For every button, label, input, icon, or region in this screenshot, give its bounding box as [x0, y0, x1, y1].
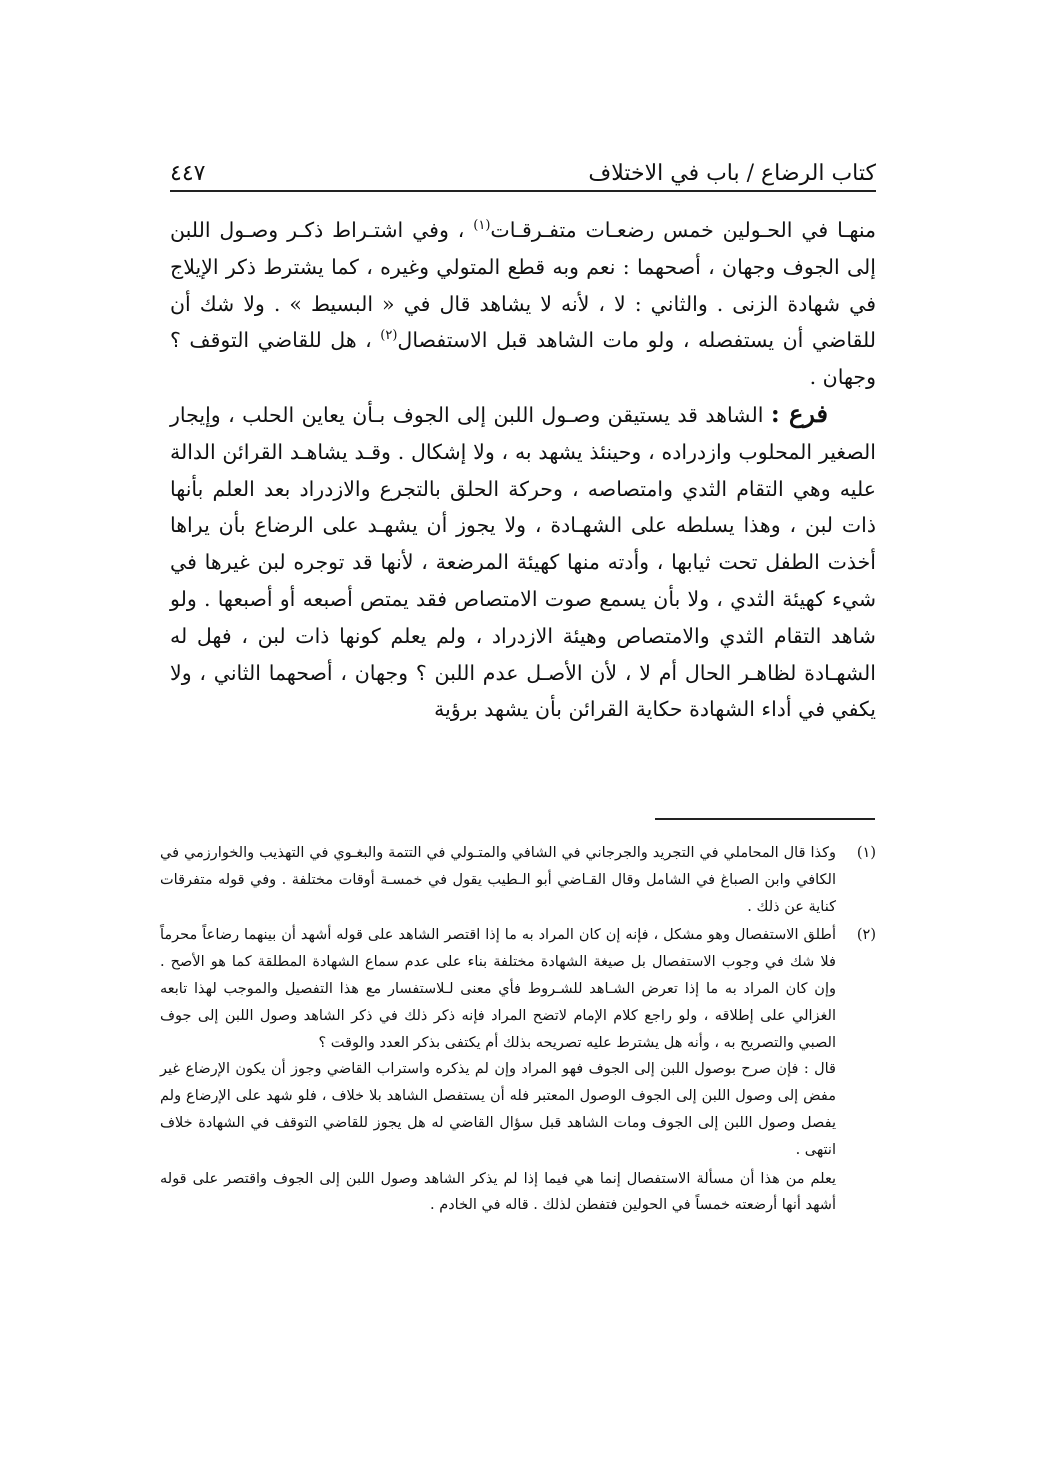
footnote-1: [160, 840, 876, 920]
footnote-2-number: (٢): [856, 927, 876, 944]
running-title: كتاب الرضاع / باب في الاختلاف: [588, 161, 876, 186]
paragraph-2: [170, 396, 876, 728]
paragraph-1: [170, 212, 876, 396]
footnote-1-number: (١): [856, 845, 876, 861]
page-number: ٤٤٧: [170, 161, 206, 186]
main-text: [170, 212, 876, 728]
header-divider: [170, 190, 876, 192]
footnotes: [160, 840, 876, 1219]
footnote-2-continuation-2: يعلم من هذا أن مسألة الاستفصال إنما هي فيما إذا لم يذكر الشاهد وصول اللبن إلى الجوف واقتصر على قوله أشهد أنها أرضعته خمساً في الحولين فتفطن لذلك . قاله في الخادم .: [160, 1170, 836, 1214]
footnote-2: [160, 922, 876, 1056]
section-label: فرع :: [770, 398, 828, 428]
paragraph-2-text: الشاهد قد يستيقن وصـول اللبن إلى الجوف بـأن يعاين الحلب ، وإيجار الصغير المحلوب وازدراده ، وحينئذ يشهد به ، ولا إشكال . وقـد يشاهـد القرائن الدالة عليه وهي التقام الثدي وامتصاصه ، وحركة الحلق بالتجرع والازدراد بعد العلم بأنها ذات لبن ، وهذا يسلطه على الشهـادة ، ولا يجوز أن يشهـد على الرضاع بأن يراها أخذت الطفل تحت ثيابها ، وأدته منها كهيئة المرضعة ، لأنها قد توجره لبن غيرها في شيء كهيئة الثدي ، ولا بأن يسمع صوت الامتصاص فقد يمتص أصبعه أو أصبعها . ولو شاهد التقام الثدي والامتصاص وهيئة الازدراد ، ولم يعلم كونها ذات لبن ، فهل له الشهـادة لظاهـر الحال أم لا ، لأن الأصـل عدم اللبن ؟ وجهان ، أصحهما الثاني ، ولا يكفي في أداء الشهادة حكاية القرائن بأن يشهد برؤية: [170, 402, 876, 722]
footnote-divider: [655, 818, 875, 820]
paragraph-1-part-b: ، وفي اشتـراط ذكـر وصـول اللبن إلى الجوف وجهان ، أصحهما : نعم وبه قطع المتولي وغيره ، كما يشترط ذكر الإيلاج في شهادة الزنى . والثاني : لا ، لأنه لا يشاهد قال في « البسيط » . ولا شك أن للقاضي أن يستفصله ، ولو مات الشاهد قبل الاستفصال: [170, 218, 876, 353]
footnote-2-text: أطلق الاستفصال وهو مشكل ، فإنه إن كان المراد به ما إذا اقتصر الشاهد على قوله أشهد أن بينهما رضاعاً محرماً فلا شك في وجوب الاستفصال بل صيغة الشهادة مختلفة بناء على عدم سماع الشهادة المطلقة كما هو الأصح . وإن كان المراد به ما إذا تعرض الشـاهد للشـروط فأي معنى لـلاستفسار مع هذا التفصيل والموجب لهذا تابعه الغزالي على إطلاقه ، ولو راجع كلام الإمام لاتضح المراد فإنه ذكر ذلك في ذكر الشاهد وصول اللبن إلى جوف الصبي والتصريح به ، وأنه هل يشترط عليه تصريحه بذلك أم يكتفى بذكر العدد والوقت ؟: [160, 927, 836, 1051]
footnote-ref-2: (٢): [380, 328, 398, 344]
footnote-ref-1: (١): [473, 218, 491, 234]
footnote-1-text: وكذا قال المحاملي في التجريد والجرجاني في الشافي والمتـولي في التتمة والبغـوي في التهذيب والخوارزمي في الكافي وابن الصباغ في الشامل وقال القـاضي أبو الـطيب يقول في خمسـة أوقات مختلفة . وفي قوله متفرقات كناية عن ذلك .: [160, 845, 836, 915]
paragraph-1-part-c: ، هل للقاضي التوقف ؟ وجهان .: [170, 328, 876, 390]
footnote-2-continuation-1: قال : فإن صرح بوصول اللبن إلى الجوف فهو المراد وإن لم يذكره واستراب القاضي وجوز أن يكون الإرضاع غير مفض إلى وصول اللبن إلى الجوف الوصول المعتبر فله أن يستفصل الشاهد بلا خلاف ، فلو شهد على الإرضاع ولم يفصل وصول اللبن إلى الجوف ومات الشاهد قبل سؤال القاضي له هل يجوز للقاضي التوقف في الشهادة خلاف انتهى .: [160, 1061, 836, 1158]
paragraph-1-part-a: منهـا في الحـولين خمس رضعـات متفـرقـات: [490, 218, 876, 242]
running-header: [170, 140, 876, 186]
